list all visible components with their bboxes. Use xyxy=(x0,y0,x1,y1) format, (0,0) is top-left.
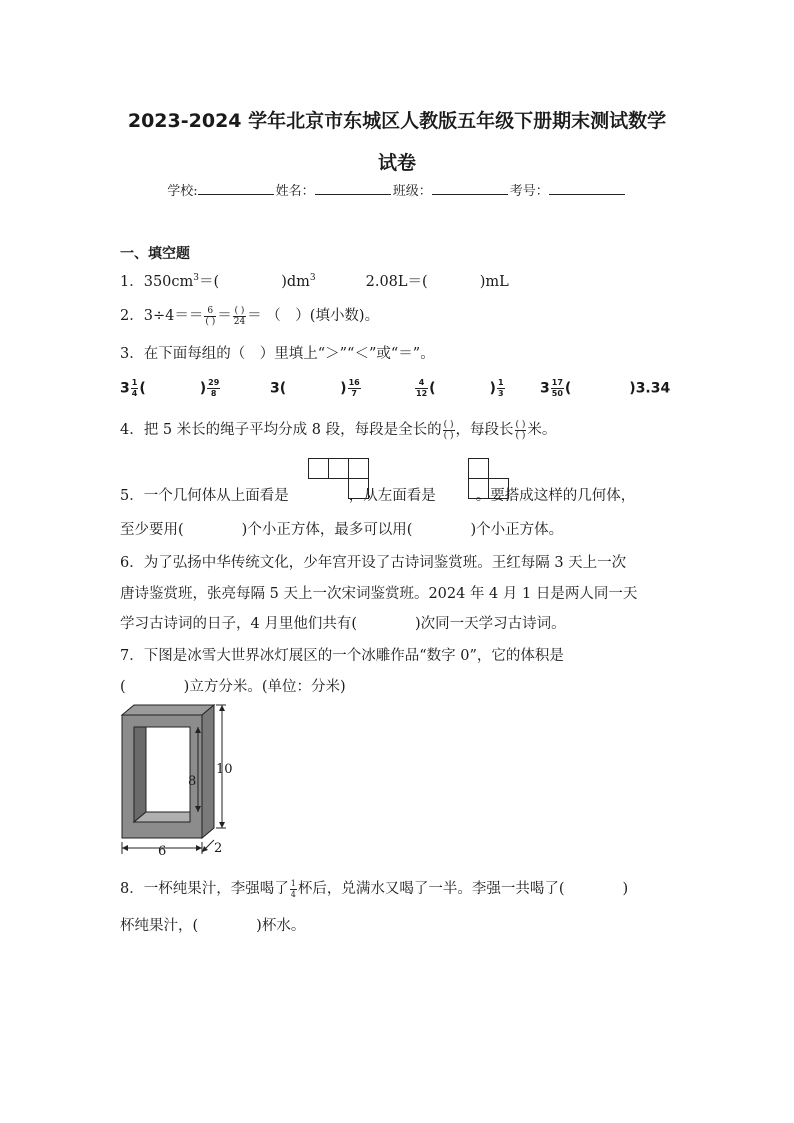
question-4: 4．把 5 米长的绳子平均分成 8 段，每段是全长的 $\frac{( )}{( )}$ ，每段长 $\frac{( )}{( )}$ 米。 xyxy=(120,419,557,441)
question-6-line-3: 学习古诗词的日子，4 月里他们共有( )次同一天学习古诗词。 xyxy=(120,616,566,632)
student-info-row xyxy=(0,180,794,199)
school-blank[interactable] xyxy=(198,182,274,195)
q1-part-b-post: )mL xyxy=(479,274,509,290)
q2-fraction-2: $\frac{( )}{24}$ xyxy=(233,305,246,327)
section-title: 一、填空题 xyxy=(120,246,190,262)
q3-group-1: 3 $\frac{1}{4}$ ( ) $\frac{29}{8}$ xyxy=(120,378,220,398)
q8-fraction: $\frac{1}{4}$ xyxy=(290,878,296,899)
q2-eq: ＝ xyxy=(217,308,232,324)
school-label: 学校: xyxy=(167,184,198,199)
q1-part-a-post: )dm xyxy=(281,274,310,290)
dim-height-label: 10 xyxy=(216,762,233,777)
dim-width-label: 6 xyxy=(158,844,167,859)
q3-group-2: 3( ) $\frac{16}{7}$ xyxy=(270,378,360,398)
q4-fraction-1[interactable]: $\frac{( )}{( )}$ xyxy=(443,419,454,441)
top-view-figure xyxy=(308,458,370,500)
question-8-line-2: 杯纯果汁，( )杯水。 xyxy=(120,918,306,934)
left-view-figure xyxy=(468,458,510,500)
class-label: 班级： xyxy=(392,184,432,199)
exam-no-label: 考号： xyxy=(509,184,549,199)
q1-part-b-pre: 2.08L＝( xyxy=(365,274,428,290)
question-6-line-2: 唐诗鉴赏班，张亮每隔 5 天上一次宋词鉴赏班。2024 年 4 月 1 日是两人同一天 xyxy=(120,586,638,602)
name-label: 姓名： xyxy=(275,184,315,199)
question-8-line-1: 8．一杯纯果汁，李强喝了 $\frac{1}{4}$ 杯后，兑满水又喝了一半。李强一共喝了( ) xyxy=(120,878,629,899)
q2-pre: 2．3÷4＝＝ xyxy=(120,308,204,324)
q2-post: ＝ （ ）(填小数)。 xyxy=(247,308,380,324)
dim-inner-label: 8 xyxy=(188,774,197,789)
q3-group-4: 3 $\frac{17}{50}$ ( )3.34 xyxy=(540,378,671,398)
q1-exp-a: 3 xyxy=(193,273,200,284)
q1-part-a-mid: ＝( xyxy=(199,274,220,290)
ice-sculpture-figure xyxy=(114,700,254,864)
q1-exp-b: 3 xyxy=(309,273,316,284)
question-7-line-1: 7．下图是冰雪大世界冰灯展区的一个冰雕作品“数字 0”，它的体积是 xyxy=(120,648,564,664)
question-5-line-2: 至少要用( )个小正方体，最多可以用( )个小正方体。 xyxy=(120,522,564,538)
page-title: 2023-2024 学年北京市东城区人教版五年级下册期末测试数学 xyxy=(127,110,667,132)
question-6-line-1: 6．为了弘扬中华传统文化，少年宫开设了古诗词鉴赏班。王红每隔 3 天上一次 xyxy=(120,555,627,571)
question-5-line-1: 5．一个几何体从上面看是 ，从左面看是 。要搭成这样的几何体， xyxy=(120,488,636,504)
question-2 xyxy=(120,304,379,327)
name-blank[interactable] xyxy=(315,182,391,195)
q1-part-a-pre: 350cm xyxy=(143,274,194,290)
q3-group-3: $\frac{4}{12}$ ( ) $\frac{1}{3}$ xyxy=(416,378,504,398)
dim-depth-label: 2 xyxy=(214,841,223,856)
question-3: 3．在下面每组的（ ）里填上“＞”“＜”或“＝”。 xyxy=(120,346,435,362)
question-1 xyxy=(120,270,509,291)
q4-fraction-2[interactable]: $\frac{( )}{( )}$ xyxy=(515,419,526,441)
q2-fraction-1: $\frac{6}{( )}$ xyxy=(205,305,216,327)
class-blank[interactable] xyxy=(432,182,508,195)
question-7-line-2: ( )立方分米。(单位：分米) xyxy=(120,679,346,695)
exam-no-blank[interactable] xyxy=(549,182,625,195)
q1-number: 1． xyxy=(120,274,144,290)
page-title-line2: 试卷 xyxy=(377,152,416,174)
